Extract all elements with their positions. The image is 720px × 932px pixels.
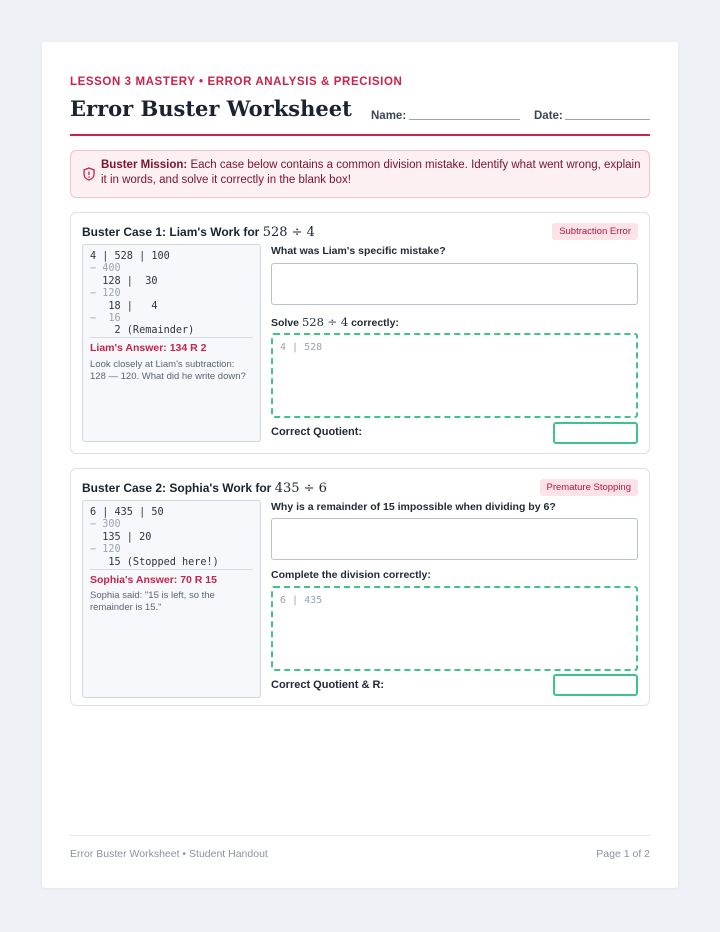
- name-label: Name:: [371, 110, 407, 122]
- footer-title: Error Buster Worksheet • Student Handout: [70, 848, 268, 860]
- student-work-panel: [82, 500, 261, 698]
- work-line: 6 | 435 | 50: [90, 507, 164, 518]
- work-line: 18 | 4: [90, 300, 158, 312]
- case-card-1: [70, 212, 650, 454]
- work-divider: [90, 337, 253, 338]
- error-type-badge: Premature Stopping: [540, 479, 639, 496]
- case-title-text: Buster Case 2: Sophia's Work for: [82, 481, 272, 495]
- page-title: Error Buster Worksheet: [70, 96, 352, 121]
- work-line: − 300: [90, 519, 121, 531]
- work-line: 2 (Remainder): [90, 325, 195, 337]
- mission-callout: [70, 150, 650, 198]
- work-divider: [90, 569, 253, 570]
- student-work-panel: [82, 244, 261, 442]
- case-title-text: Buster Case 1: Liam's Work for: [82, 225, 260, 239]
- mistake-answer-box[interactable]: [271, 263, 638, 305]
- case-title: [82, 481, 327, 496]
- work-line: 4 | 528 | 100: [90, 251, 170, 262]
- header-divider: [70, 134, 650, 136]
- mission-body: Each case below contains a common division mistake. Identify what went wrong, explain it in words, and solve it correctly in the blank box!: [101, 159, 641, 186]
- case-title-math: 435 ÷ 6: [274, 481, 327, 496]
- mission-text: [101, 158, 641, 188]
- work-line: − 400: [90, 263, 121, 275]
- solve-label-math: 528 ÷ 4: [301, 315, 349, 329]
- date-field[interactable]: [565, 119, 650, 120]
- work-line: − 120: [90, 544, 121, 556]
- student-answer: Sophia's Answer: 70 R 15: [90, 574, 217, 586]
- work-line: − 120: [90, 288, 121, 300]
- date-label: Date:: [534, 110, 563, 122]
- alert-shield-icon: [82, 167, 96, 181]
- lesson-eyebrow: LESSON 3 MASTERY • ERROR ANALYSIS & PRECISION: [70, 76, 403, 88]
- hint-text: Look closely at Liam's subtraction: 128 — 120. What did he write down?: [90, 359, 246, 382]
- final-answer-label: Correct Quotient & R:: [271, 679, 385, 691]
- case-title: [82, 225, 315, 240]
- final-answer-box[interactable]: [553, 674, 638, 696]
- hint-text: Sophia said: "15 is left, so the remainder is 15.": [90, 590, 215, 613]
- solve-label-suffix: correctly:: [351, 317, 399, 329]
- division-start: 4 | 528: [280, 342, 323, 353]
- footer-divider: [70, 835, 650, 836]
- solve-label: Complete the division correctly:: [271, 569, 431, 581]
- student-answer: Liam's Answer: 134 R 2: [90, 342, 207, 354]
- work-line: 135 | 20: [90, 531, 152, 543]
- work-line: 128 | 30: [90, 275, 158, 287]
- student-work-lines: [90, 251, 194, 338]
- final-answer-label: Correct Quotient:: [271, 426, 363, 438]
- case-card-2: [70, 468, 650, 706]
- question-label: What was Liam's specific mistake?: [271, 245, 446, 257]
- mission-label: Buster Mission:: [101, 159, 188, 171]
- work-line: 15 (Stopped here!): [90, 556, 219, 568]
- solution-work-box[interactable]: [271, 586, 638, 671]
- error-type-badge: Subtraction Error: [552, 223, 638, 240]
- solution-work-box[interactable]: [271, 333, 638, 418]
- question-label: Why is a remainder of 15 impossible when dividing by 6?: [271, 501, 556, 513]
- solve-label: [271, 315, 399, 329]
- worksheet-page: [42, 42, 678, 888]
- case-title-math: 528 ÷ 4: [262, 225, 315, 240]
- student-work-lines: [90, 507, 219, 569]
- page-number: Page 1 of 2: [596, 848, 650, 860]
- solve-label-prefix: Solve: [271, 317, 300, 329]
- name-field[interactable]: [409, 119, 520, 120]
- final-answer-box[interactable]: [553, 422, 638, 444]
- division-start: 6 | 435: [280, 595, 323, 606]
- work-line: − 16: [90, 313, 121, 325]
- reason-answer-box[interactable]: [271, 518, 638, 560]
